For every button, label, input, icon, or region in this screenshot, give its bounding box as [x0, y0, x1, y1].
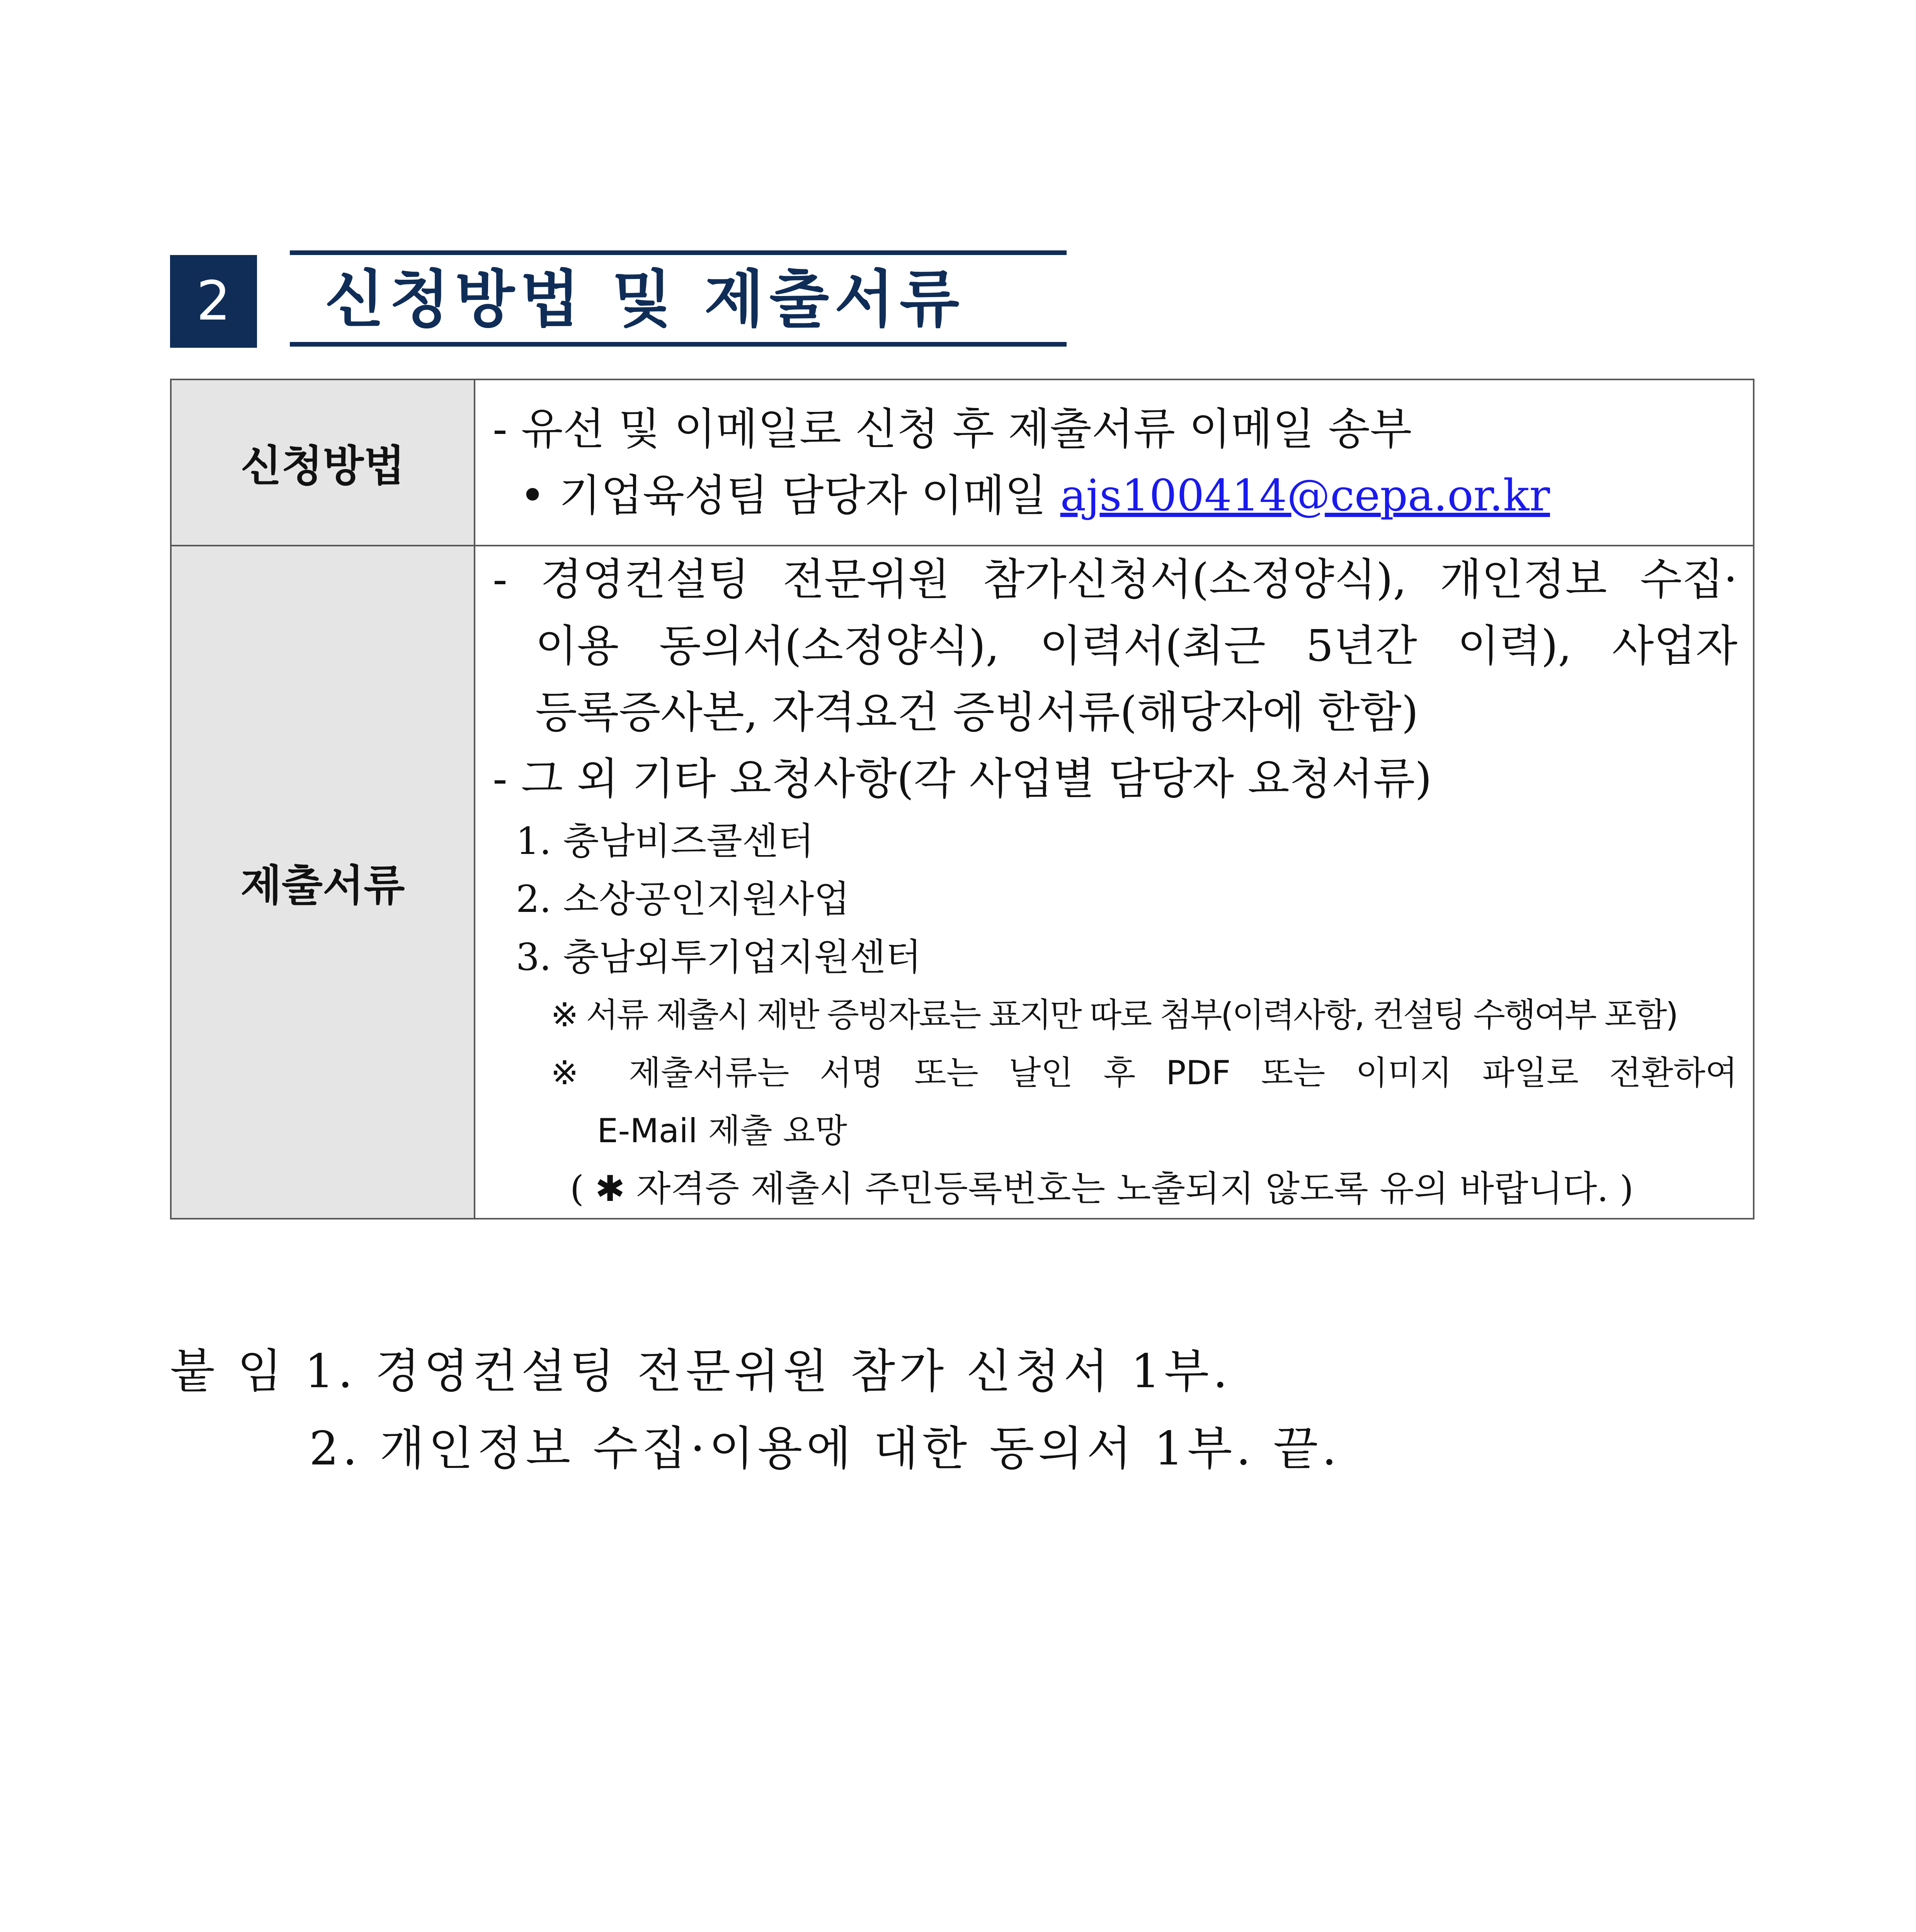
section-number: 2	[170, 255, 257, 348]
documents-para1-line2: 이용 동의서(소정양식), 이력서(최근 5년간 이력), 사업자	[535, 621, 1737, 671]
note-submission-line2: E-Mail 제출 요망	[597, 1112, 847, 1150]
section-title: 신청방법 및 제출서류	[325, 263, 965, 335]
documents-para1-line3: 등록증사본, 자격요건 증빙서류(해당자에 한함)	[535, 687, 1419, 738]
method-email-line	[493, 463, 1737, 529]
method-label: 신청방법	[171, 379, 475, 546]
email-prefix: • 기업육성팀 담당자 이메일	[520, 471, 1060, 521]
method-line: - 유선 및 이메일로 신청 후 제출서류 이메일 송부	[493, 404, 1412, 454]
section-rule-top	[290, 250, 1067, 255]
attachment-line-2: 2. 개인정보 수집·이용에 대한 동의서 1부. 끝.	[309, 1422, 1341, 1476]
documents-content	[475, 546, 1754, 1219]
documents-label: 제출서류	[171, 546, 475, 1219]
section-rule-bottom	[290, 342, 1067, 347]
email-link[interactable]: ajs100414@cepa.or.kr	[1060, 471, 1550, 521]
list-item: 2. 소상공인지원사업	[516, 878, 850, 921]
documents-para1-line1: - 경영컨설팅 전문위원 참가신청서(소정양식), 개인정보 수집·	[493, 554, 1737, 605]
note-attachments: ※ 서류 제출시 제반 증빙자료는 표지만 따로 첨부(이력사항, 컨설팅 수행여부 포함)	[551, 996, 1677, 1034]
section-header	[170, 247, 1067, 348]
method-content	[475, 379, 1754, 546]
documents-para2: - 그 외 기타 요청사항(각 사업별 담당자 요청서류)	[493, 754, 1432, 804]
list-item: 3. 충남외투기업지원센터	[516, 935, 922, 979]
attachment-line-1: 붙 임 1. 경영컨설팅 전문위원 참가 신청서 1부.	[170, 1345, 1232, 1398]
method-row	[171, 379, 1754, 546]
note-privacy: ( ✱ 자격증 제출시 주민등록번호는 노출되지 않도록 유의 바랍니다. )	[570, 1168, 1634, 1209]
documents-row	[171, 546, 1754, 1219]
note-submission-line1: ※ 제출서류는 서명 또는 날인 후 PDF 또는 이미지 파일로 전환하여	[551, 1054, 1737, 1092]
info-table	[170, 379, 1754, 1219]
list-item: 1. 충남비즈콜센터	[516, 820, 814, 863]
